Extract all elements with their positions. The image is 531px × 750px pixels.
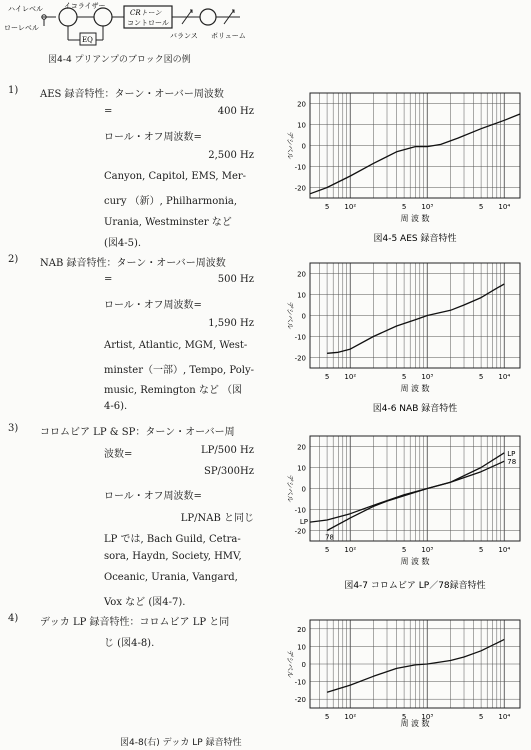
series-start-label: LP bbox=[299, 518, 308, 527]
item-2-line: ロール・オフ周波数= bbox=[104, 300, 202, 311]
figure-caption: 図4-6 NAB 録音特性 bbox=[372, 404, 458, 414]
x-tick-label: 5 bbox=[401, 713, 407, 721]
aes-chart bbox=[282, 85, 522, 245]
x-axis-label: 周 波 数 bbox=[400, 719, 430, 728]
amp-stage-1 bbox=[59, 8, 77, 26]
figure-caption: 図4-5 AES 録音特性 bbox=[373, 234, 457, 244]
item-1-line: Canyon, Capitol, EMS, Mer- bbox=[104, 171, 247, 182]
decca-chart bbox=[282, 612, 522, 730]
preamp-block-diagram bbox=[0, 0, 260, 55]
y-tick-label: -10 bbox=[294, 333, 306, 342]
item-3-line: SP/300Hz bbox=[203, 466, 254, 477]
y-tick-label: 10 bbox=[297, 643, 306, 652]
item-2-line: NAB 録音特性：ターン・オーバー周波数 bbox=[40, 258, 226, 269]
amp-stage-3 bbox=[200, 9, 216, 25]
y-tick-label: -20 bbox=[294, 696, 306, 705]
item-3-line: Vox など (図4-7). bbox=[104, 597, 186, 608]
item-1-line: cury （新）, Philharmonia, bbox=[104, 196, 238, 207]
tone-control-label-1: CRトーン bbox=[130, 9, 162, 17]
y-tick-label: 10 bbox=[297, 121, 306, 130]
y-tick-label: 10 bbox=[297, 291, 306, 300]
y-tick-label: 0 bbox=[301, 485, 306, 494]
x-tick-label: 5 bbox=[478, 373, 484, 381]
x-axis-label: 周 波 数 bbox=[400, 384, 430, 393]
item-1-line: = bbox=[104, 106, 113, 117]
y-tick-label: 10 bbox=[297, 464, 306, 473]
x-tick-label: 5 bbox=[401, 546, 407, 554]
series-start-label: 78 bbox=[325, 533, 335, 542]
y-axis-label: デシベル bbox=[286, 650, 294, 678]
item-3-line: コロムビア LP & SP：ターン・オーバー周 bbox=[40, 427, 235, 438]
series-line-0 bbox=[327, 639, 504, 692]
item-3-line: 波数= bbox=[104, 449, 133, 460]
x-tick-label: 10⁴ bbox=[498, 203, 511, 211]
x-tick-label: 5 bbox=[324, 203, 330, 211]
x-tick-label: 10³ bbox=[421, 713, 434, 721]
fig4-8-caption: 図4-8(右) デッカ LP 録音特性 bbox=[120, 738, 242, 748]
x-tick-label: 5 bbox=[478, 546, 484, 554]
y-tick-label: 20 bbox=[297, 270, 306, 279]
item-3-line: sora, Haydn, Society, HMV, bbox=[104, 551, 242, 562]
y-tick-label: 0 bbox=[301, 312, 306, 321]
series-line-LP bbox=[310, 453, 504, 522]
y-tick-label: -20 bbox=[294, 527, 306, 536]
y-tick-label: 20 bbox=[297, 443, 306, 452]
x-tick-label: 10⁴ bbox=[498, 546, 511, 554]
item-1-number: 1) bbox=[8, 85, 19, 96]
series-end-label: LP bbox=[507, 449, 516, 458]
item-3-number: 3) bbox=[8, 423, 19, 434]
x-tick-label: 5 bbox=[401, 203, 407, 211]
x-tick-label: 10² bbox=[344, 713, 357, 721]
x-tick-label: 5 bbox=[478, 203, 484, 211]
item-2-line: Artist, Atlantic, MGM, West- bbox=[104, 340, 248, 351]
x-tick-label: 5 bbox=[324, 713, 330, 721]
tone-control-label-2: コントロール bbox=[127, 19, 169, 27]
y-axis-label: デシベル bbox=[286, 301, 294, 330]
series-end-label: 78 bbox=[507, 458, 517, 467]
y-tick-label: 0 bbox=[301, 142, 306, 151]
x-tick-label: 10² bbox=[344, 373, 357, 381]
volume-label: ボリューム bbox=[211, 32, 246, 40]
eq-box-label: EQ bbox=[82, 36, 93, 44]
x-tick-label: 5 bbox=[401, 373, 407, 381]
item-4-line: じ (図4-8). bbox=[104, 638, 155, 649]
item-1-line: 2,500 Hz bbox=[208, 150, 254, 161]
y-axis-label: デシベル bbox=[286, 131, 294, 160]
y-tick-label: 0 bbox=[301, 661, 306, 669]
nab-chart bbox=[282, 255, 522, 415]
y-tick-label: -20 bbox=[294, 184, 306, 193]
item-2-line: = bbox=[104, 274, 113, 285]
amp-stage-2 bbox=[94, 8, 112, 26]
item-4-line: デッカ LP 録音特性：コロムビア LP と同 bbox=[40, 617, 230, 628]
item-1-line: (図4-5). bbox=[104, 238, 142, 249]
fig4-4-caption: 図4-4 プリアンプのブロック図の例 bbox=[48, 55, 191, 65]
item-3-line: LP/500 Hz bbox=[201, 445, 254, 456]
x-tick-label: 5 bbox=[324, 546, 330, 554]
x-axis-label: 周 波 数 bbox=[400, 557, 430, 566]
item-1-line: ロール・オフ周波数= bbox=[104, 132, 202, 143]
x-tick-label: 10³ bbox=[421, 203, 434, 211]
x-tick-label: 10³ bbox=[421, 546, 434, 554]
equalizer-label: イコライザー bbox=[64, 2, 106, 10]
y-axis-label: デシベル bbox=[286, 474, 294, 503]
item-2-line: music, Remington など （図 bbox=[104, 385, 243, 396]
item-3-line: Oceanic, Urania, Vangard, bbox=[104, 572, 238, 583]
x-tick-label: 5 bbox=[478, 713, 484, 721]
x-tick-label: 10⁴ bbox=[498, 713, 511, 721]
item-1-line: Urania, Westminster など bbox=[104, 217, 232, 228]
y-tick-label: -20 bbox=[294, 354, 306, 363]
item-3-line: ロール・オフ周波数= bbox=[104, 491, 202, 502]
x-tick-label: 10² bbox=[344, 203, 357, 211]
x-axis-label: 周 波 数 bbox=[400, 214, 430, 223]
x-tick-label: 10³ bbox=[421, 373, 434, 381]
y-tick-label: -10 bbox=[294, 163, 306, 172]
item-4-number: 4) bbox=[8, 613, 19, 624]
item-2-line: 1,590 Hz bbox=[208, 318, 254, 329]
x-tick-label: 10⁴ bbox=[498, 373, 511, 381]
item-3-line: LP では, Bach Guild, Cetra- bbox=[104, 534, 241, 545]
series-line-0 bbox=[310, 114, 520, 194]
columbia-chart bbox=[282, 428, 522, 593]
y-tick-label: 20 bbox=[297, 100, 306, 109]
y-tick-label: -10 bbox=[294, 506, 306, 515]
balance-label: バランス bbox=[170, 32, 198, 40]
x-tick-label: 10² bbox=[344, 546, 357, 554]
x-tick-label: 5 bbox=[324, 373, 330, 381]
input-high-label: ハイレベル bbox=[8, 5, 43, 13]
item-2-number: 2) bbox=[8, 254, 19, 265]
figure-caption: 図4-7 コロムビア LP／78録音特性 bbox=[344, 581, 486, 591]
item-2-line: 4-6). bbox=[104, 401, 128, 412]
item-1-line: AES 録音特性：ターン・オーバー周波数 bbox=[40, 89, 224, 100]
item-1-line: 400 Hz bbox=[217, 106, 254, 117]
input-low-label: ローレベル bbox=[4, 24, 39, 32]
item-2-line: 500 Hz bbox=[217, 274, 254, 285]
item-3-line: LP/NAB と同じ bbox=[180, 513, 254, 524]
series-line-78 bbox=[327, 461, 504, 530]
item-2-line: minster（一部）, Tempo, Poly- bbox=[104, 365, 254, 376]
y-tick-label: 20 bbox=[297, 625, 306, 634]
y-tick-label: -10 bbox=[294, 678, 306, 687]
